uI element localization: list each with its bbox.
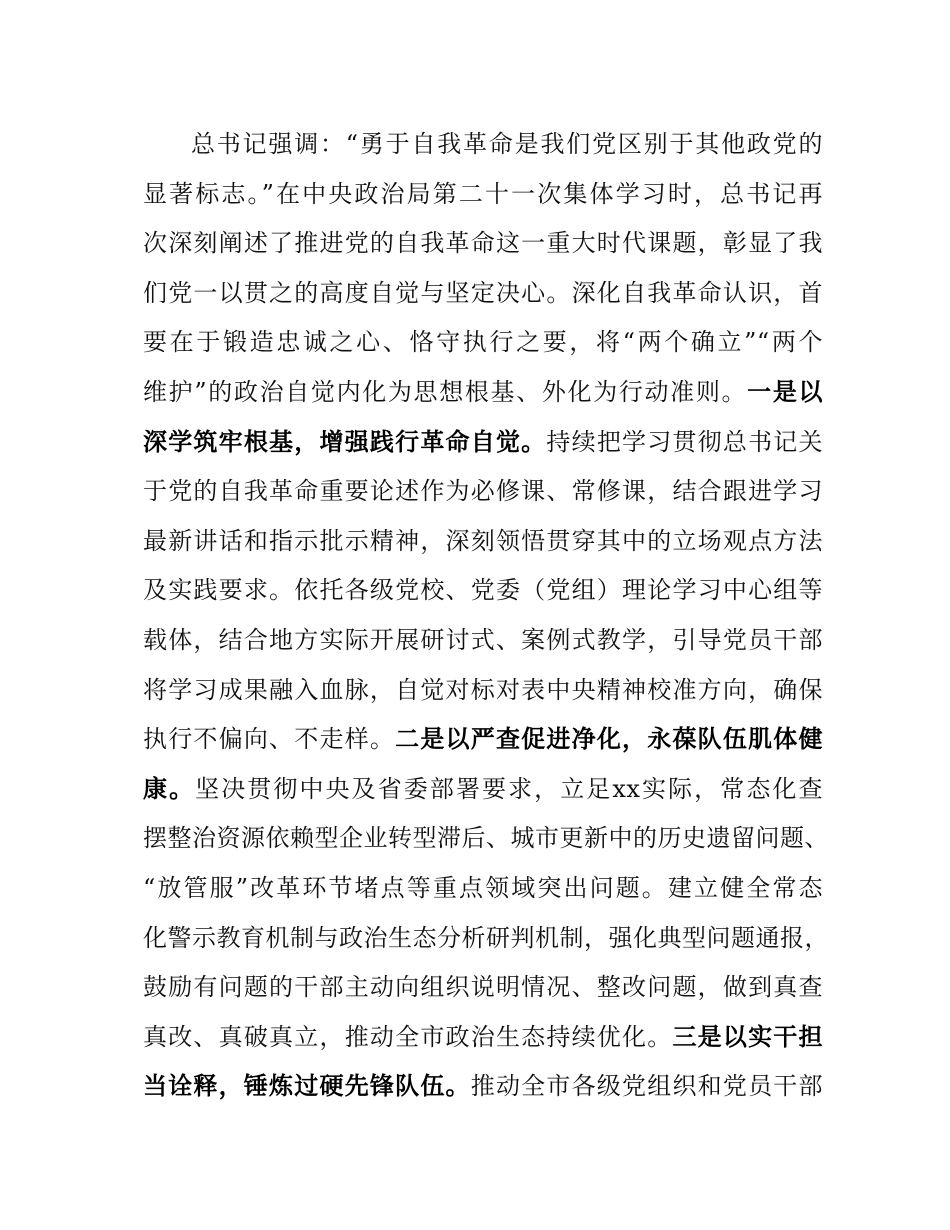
- paragraph-line: [143, 963, 823, 1013]
- paragraph-line: [143, 1013, 823, 1063]
- text-run: 于党的自我革命重要论述作为必修课、常修课，结合跟进学习: [143, 477, 823, 506]
- text-run: 显著标志。”在中央政治局第二十一次集体学习时，总书记再: [143, 179, 823, 208]
- bold-heading-run: 深学筑牢根基，增强践行革命自觉。: [143, 427, 547, 456]
- bold-heading-run: 康。: [143, 774, 196, 803]
- text-run: 维护”的政治自觉内化为思想根基、外化为行动准则。: [143, 377, 748, 406]
- text-run: 摆整治资源依赖型企业转型滞后、城市更新中的历史遗留问题、: [143, 824, 829, 853]
- paragraph-line: [143, 368, 823, 418]
- bold-heading-run: 当诠释，锤炼过硬先锋队伍。: [143, 1072, 471, 1101]
- text-run: 鼓励有问题的干部主动向组织说明情况、整改问题，做到真查: [143, 973, 823, 1002]
- paragraph-line: [143, 517, 823, 567]
- text-run: 推动全市各级党组织和党员干部: [470, 1072, 823, 1101]
- text-run: “放管服”改革环节堵点等重点领域突出问题。建立健全常态: [143, 873, 823, 902]
- paragraph-line: [143, 566, 823, 616]
- text-run: 要在于锻造忠诚之心、恪守执行之要，将“两个确立”“两个: [143, 328, 823, 357]
- text-run: 持续把学习贯彻总书记关: [546, 427, 824, 456]
- paragraph-line: [143, 666, 823, 716]
- text-run: 真改、真破真立，推动全市政治生态持续优化。: [143, 1022, 673, 1051]
- paragraph-line: [143, 467, 823, 517]
- text-run: 总书记强调：“勇于自我革命是我们党区别于其他政党的: [191, 130, 823, 158]
- paragraph-line: [143, 120, 823, 170]
- paragraph-line: [143, 864, 823, 914]
- bold-heading-run: 一是以: [747, 377, 823, 406]
- text-run: 及实践要求。依托各级党校、党委（党组）理论学习中心组等: [143, 576, 823, 605]
- bold-heading-run: 三是以实干担: [672, 1022, 824, 1051]
- paragraph-line: [143, 715, 823, 765]
- text-run: 坚决贯彻中央及省委部署要求，立足xx实际，常态化查: [195, 774, 823, 803]
- paragraph-line: [143, 814, 829, 864]
- paragraph-line: [143, 269, 823, 319]
- text-run: 们党一以贯之的高度自觉与坚定决心。深化自我革命认识，首: [143, 278, 823, 307]
- paragraph-line: [143, 914, 829, 964]
- text-run: 载体，结合地方实际开展研讨式、案例式教学，引导党员干部: [143, 625, 823, 654]
- text-run: 将学习成果融入血脉，自觉对标对表中央精神校准方向，确保: [143, 675, 823, 704]
- paragraph-line: [143, 616, 823, 666]
- text-run: 次深刻阐述了推进党的自我革命这一重大时代课题，彰显了我: [143, 229, 823, 258]
- paragraph-line: [143, 1062, 823, 1112]
- paragraph-line: [143, 318, 823, 368]
- paragraph-line: [143, 170, 823, 220]
- paragraph-line: [143, 219, 823, 269]
- text-run: 最新讲话和指示批示精神，深刻领悟贯穿其中的立场观点方法: [143, 526, 823, 555]
- text-run: 化警示教育机制与政治生态分析研判机制，强化典型问题通报，: [143, 923, 829, 952]
- text-run: 执行不偏向、不走样。: [143, 725, 396, 754]
- paragraph-line: [143, 765, 823, 815]
- paragraph-line: [143, 418, 823, 468]
- bold-heading-run: 二是以严查促进净化，永葆队伍肌体健: [395, 725, 824, 754]
- body-paragraph: [143, 120, 829, 1112]
